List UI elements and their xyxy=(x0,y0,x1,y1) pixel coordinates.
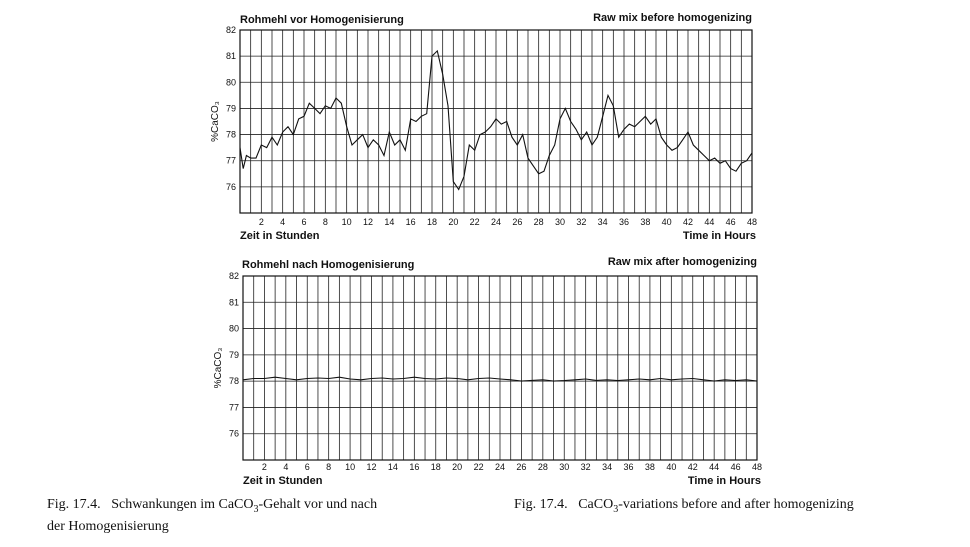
chart2-x-tick-label: 12 xyxy=(366,462,377,472)
chart2-x-tick-label: 42 xyxy=(687,462,698,472)
chart2-y-tick-label: 78 xyxy=(228,376,239,387)
chart1-x-tick-label: 46 xyxy=(725,217,736,227)
chart2-title-right: Raw mix after homogenizing xyxy=(607,256,757,268)
chart1-x-axis-label-right: Time in Hours xyxy=(682,230,756,242)
chart2-x-tick-label: 2 xyxy=(261,462,267,472)
chart1-x-ticks xyxy=(259,217,757,227)
chart2-y-ticks xyxy=(229,271,239,439)
chart2-x-tick-label: 14 xyxy=(387,462,398,472)
chart2-x-tick-label: 18 xyxy=(430,462,441,472)
caption-german xyxy=(47,496,477,535)
chart1-x-tick-label: 16 xyxy=(405,217,416,227)
caption-german-line2: der Homogenisierung xyxy=(47,518,169,534)
chart1-x-tick-label: 28 xyxy=(533,217,544,227)
chart1-y-tick-label: 80 xyxy=(225,77,236,88)
chart2-x-tick-label: 4 xyxy=(283,462,289,472)
chart1-x-tick-label: 30 xyxy=(554,217,566,227)
chart2-y-tick-label: 77 xyxy=(228,402,239,413)
chart1-x-tick-label: 36 xyxy=(618,217,630,227)
chart2-x-tick-label: 36 xyxy=(623,462,634,472)
chart2-x-tick-label: 38 xyxy=(644,462,655,472)
chart2-x-axis-label-left: Zeit in Stunden xyxy=(243,475,323,487)
chart1-y-axis-label: %CaCO₃ xyxy=(210,101,221,142)
chart1-y-tick-label: 81 xyxy=(225,51,236,62)
chart2-x-tick-label: 34 xyxy=(602,462,613,472)
chart2-x-tick-label: 48 xyxy=(751,462,763,472)
caption-english-sub: 3 xyxy=(613,503,619,515)
chart1-x-tick-label: 2 xyxy=(258,217,264,227)
chart2-x-tick-label: 40 xyxy=(666,462,677,472)
chart2-x-tick-label: 22 xyxy=(473,462,484,472)
chart1-title-right: Raw mix before homogenizing xyxy=(593,12,752,24)
chart2-x-tick-label: 16 xyxy=(409,462,420,472)
chart1-title-left: Rohmehl vor Homogenisierung xyxy=(240,14,404,26)
chart2-x-tick-label: 44 xyxy=(709,462,720,472)
chart1-y-tick-label: 82 xyxy=(225,25,236,35)
chart1-x-axis-label-left: Zeit in Stunden xyxy=(240,230,320,242)
chart2-x-tick-label: 10 xyxy=(345,462,356,472)
chart2-y-tick-label: 76 xyxy=(228,428,239,439)
chart2-x-tick-label: 30 xyxy=(559,462,570,472)
chart1-grid xyxy=(240,30,752,213)
chart1-y-tick-label: 78 xyxy=(225,129,236,140)
chart1-x-tick-label: 18 xyxy=(426,217,438,227)
chart1-y-tick-label: 79 xyxy=(225,103,236,114)
chart1-x-tick-label: 8 xyxy=(322,217,328,227)
chart1-x-tick-label: 42 xyxy=(682,217,694,227)
chart2-x-tick-label: 26 xyxy=(516,462,527,472)
chart2-x-tick-label: 8 xyxy=(326,462,332,472)
caption-english xyxy=(514,496,954,518)
chart-after-homogenizing xyxy=(213,256,762,487)
chart1-x-tick-label: 12 xyxy=(362,217,374,227)
chart1-x-tick-label: 34 xyxy=(597,217,608,227)
chart1-x-tick-label: 20 xyxy=(448,217,459,227)
chart2-x-tick-label: 20 xyxy=(452,462,463,472)
caption-german-text-b: -Gehalt vor und nach xyxy=(258,497,378,512)
caption-english-prefix: Fig. 17.4. xyxy=(514,497,568,512)
chart2-x-tick-label: 46 xyxy=(730,462,741,472)
chart1-y-tick-label: 76 xyxy=(225,181,236,192)
chart1-x-tick-label: 32 xyxy=(576,217,587,227)
chart2-y-tick-label: 80 xyxy=(228,323,239,334)
caption-german-text-a: Schwankungen im CaCO xyxy=(111,497,254,512)
chart1-x-tick-label: 10 xyxy=(341,217,352,227)
chart1-x-tick-label: 48 xyxy=(746,217,758,227)
chart1-x-tick-label: 22 xyxy=(469,217,480,227)
chart1-y-ticks xyxy=(226,25,236,192)
chart2-y-tick-label: 82 xyxy=(228,271,239,281)
chart1-x-tick-label: 24 xyxy=(490,217,502,227)
chart2-x-ticks xyxy=(262,462,762,472)
chart-before-homogenizing xyxy=(210,12,757,242)
chart2-y-tick-label: 81 xyxy=(228,297,239,308)
chart2-x-axis-label-right: Time in Hours xyxy=(687,475,761,487)
chart1-y-tick-label: 77 xyxy=(225,155,236,166)
caption-german-sub: 3 xyxy=(253,503,259,515)
chart2-title-left: Rohmehl nach Homogenisierung xyxy=(242,259,415,271)
chart1-x-tick-label: 44 xyxy=(704,217,715,227)
caption-english-text-b: -variations before and after homogenizing xyxy=(618,497,854,512)
caption-german-prefix: Fig. 17.4. xyxy=(47,497,101,512)
chart1-x-tick-label: 14 xyxy=(384,217,395,227)
caption-english-text-a: CaCO xyxy=(578,497,614,512)
chart2-x-tick-label: 6 xyxy=(304,462,310,472)
chart2-grid xyxy=(243,276,757,460)
chart2-x-tick-label: 24 xyxy=(494,462,506,472)
chart2-y-tick-label: 79 xyxy=(228,349,239,360)
chart2-y-axis-label: %CaCO₃ xyxy=(213,347,224,389)
chart1-x-tick-label: 26 xyxy=(512,217,523,227)
chart2-x-tick-label: 32 xyxy=(580,462,591,472)
chart2-x-tick-label: 28 xyxy=(537,462,548,472)
chart1-x-tick-label: 4 xyxy=(280,217,286,227)
chart1-x-tick-label: 6 xyxy=(301,217,307,227)
chart1-x-tick-label: 38 xyxy=(640,217,651,227)
chart1-x-tick-label: 40 xyxy=(661,217,672,227)
